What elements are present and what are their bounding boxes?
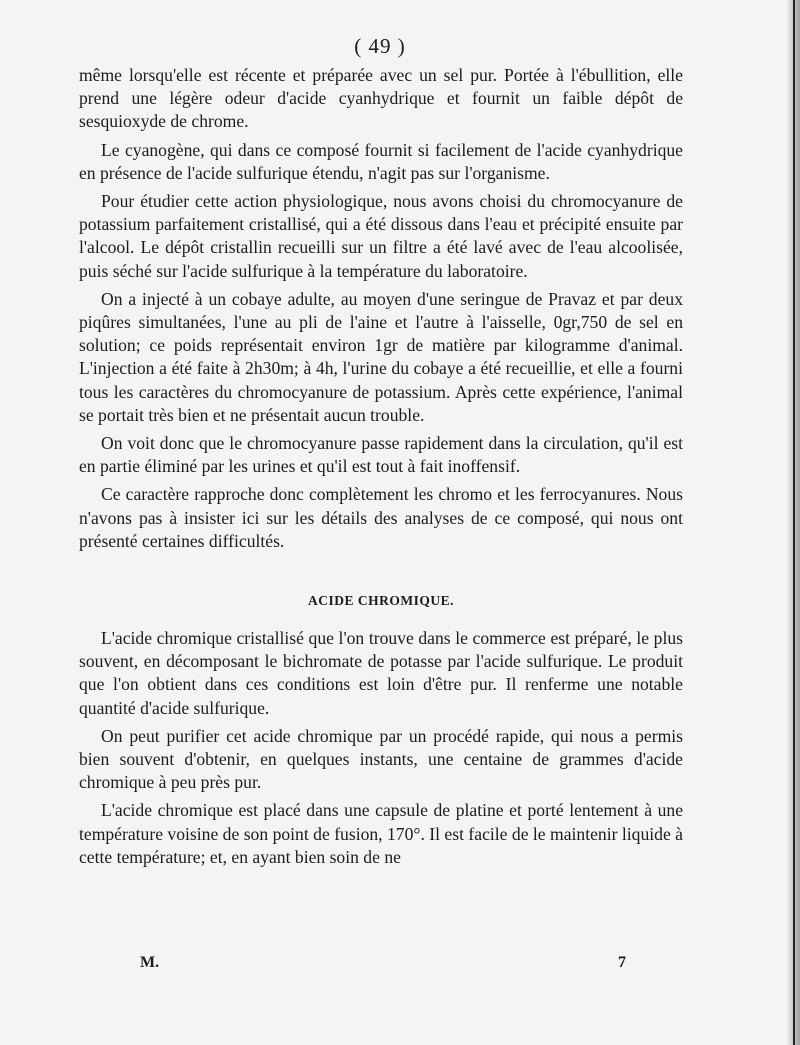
section-paragraph-2: On peut purifier cet acide chromique par un procédé rapide, qui nous a permis bien souvent d'obtenir, en quelques instants, une centaine de grammes d'acide chromique à peu près pur. [79,725,683,793]
paragraph-1: même lorsqu'elle est récente et préparée avec un sel pur. Portée à l'ébullition, elle prend une légère odeur d'acide cyanhydrique et fournit un faible dépôt de sesquioxyde de chrome. [79,65,683,132]
page-number: ( 49 ) [354,34,406,58]
section-paragraph-3: L'acide chromique est placé dans une capsule de platine et porté lentement à une température voisine de son point de fusion, 170°. Il est facile de le maintenir liquide à cette température; et, en ayant bien soin de ne [79,800,683,867]
paragraph-5: On voit donc que le chromocyanure passe rapidement dans la circulation, qu'il est en partie éliminé par les urines et qu'il est tout à fait inoffensif. [79,433,683,477]
paragraph-6: Ce caractère rapproche donc complètement les chromo et les ferrocyanures. Nous n'avons pas à insister ici sur les détails des analyses de ce composé, qui nous ont présenté certaines difficultés. [79,484,683,551]
body-text [79,64,683,874]
page-edge-line [793,0,795,1045]
section-paragraph-1: L'acide chromique cristallisé que l'on trouve dans le commerce est préparé, le plus souvent, en décomposant le bichromate de potasse par l'acide sulfurique. Le produit que l'on obtient dans ces conditions est loin d'être pur. Il renferme une notable quantité d'acide sulfurique. [79,628,683,718]
section-heading: ACIDE CHROMIQUE. [307,593,454,609]
paragraph-3: Pour étudier cette action physiologique, nous avons choisi du chromocyanure de potassium parfaitement cristallisé, qui a été dissous dans l'eau et précipité ensuite par l'alcool. Le dépôt cristallin recueilli sur un filtre a été lavé avec de l'eau alcoolisée, puis séché sur l'acide sulfurique à la température du laboratoire. [79,191,683,281]
paragraph-2: Le cyanogène, qui dans ce composé fournit si facilement de l'acide cyanhydrique en présence de l'acide sulfurique étendu, n'agit pas sur l'organisme. [79,139,683,183]
footer-sheet-number: 7 [618,954,626,971]
footer-signature: M. [140,954,160,971]
page-footer [140,954,626,972]
paragraph-4: On a injecté à un cobaye adulte, au moyen d'une seringue de Pravaz et par deux piqûres simultanées, l'une au pli de l'aine et l'autre à l'aisselle, 0gr,750 de sel en solution; ce poids représentait environ 1gr de matière par kilogramme d'animal. L'injection a été faite à 2h30m; à 4h, l'urine du cobaye a été recueillie, et elle a fourni tous les caractères du chromocyanure de potassium. Après cette expérience, l'animal se portait très bien et ne présentait aucun trouble. [79,288,683,425]
